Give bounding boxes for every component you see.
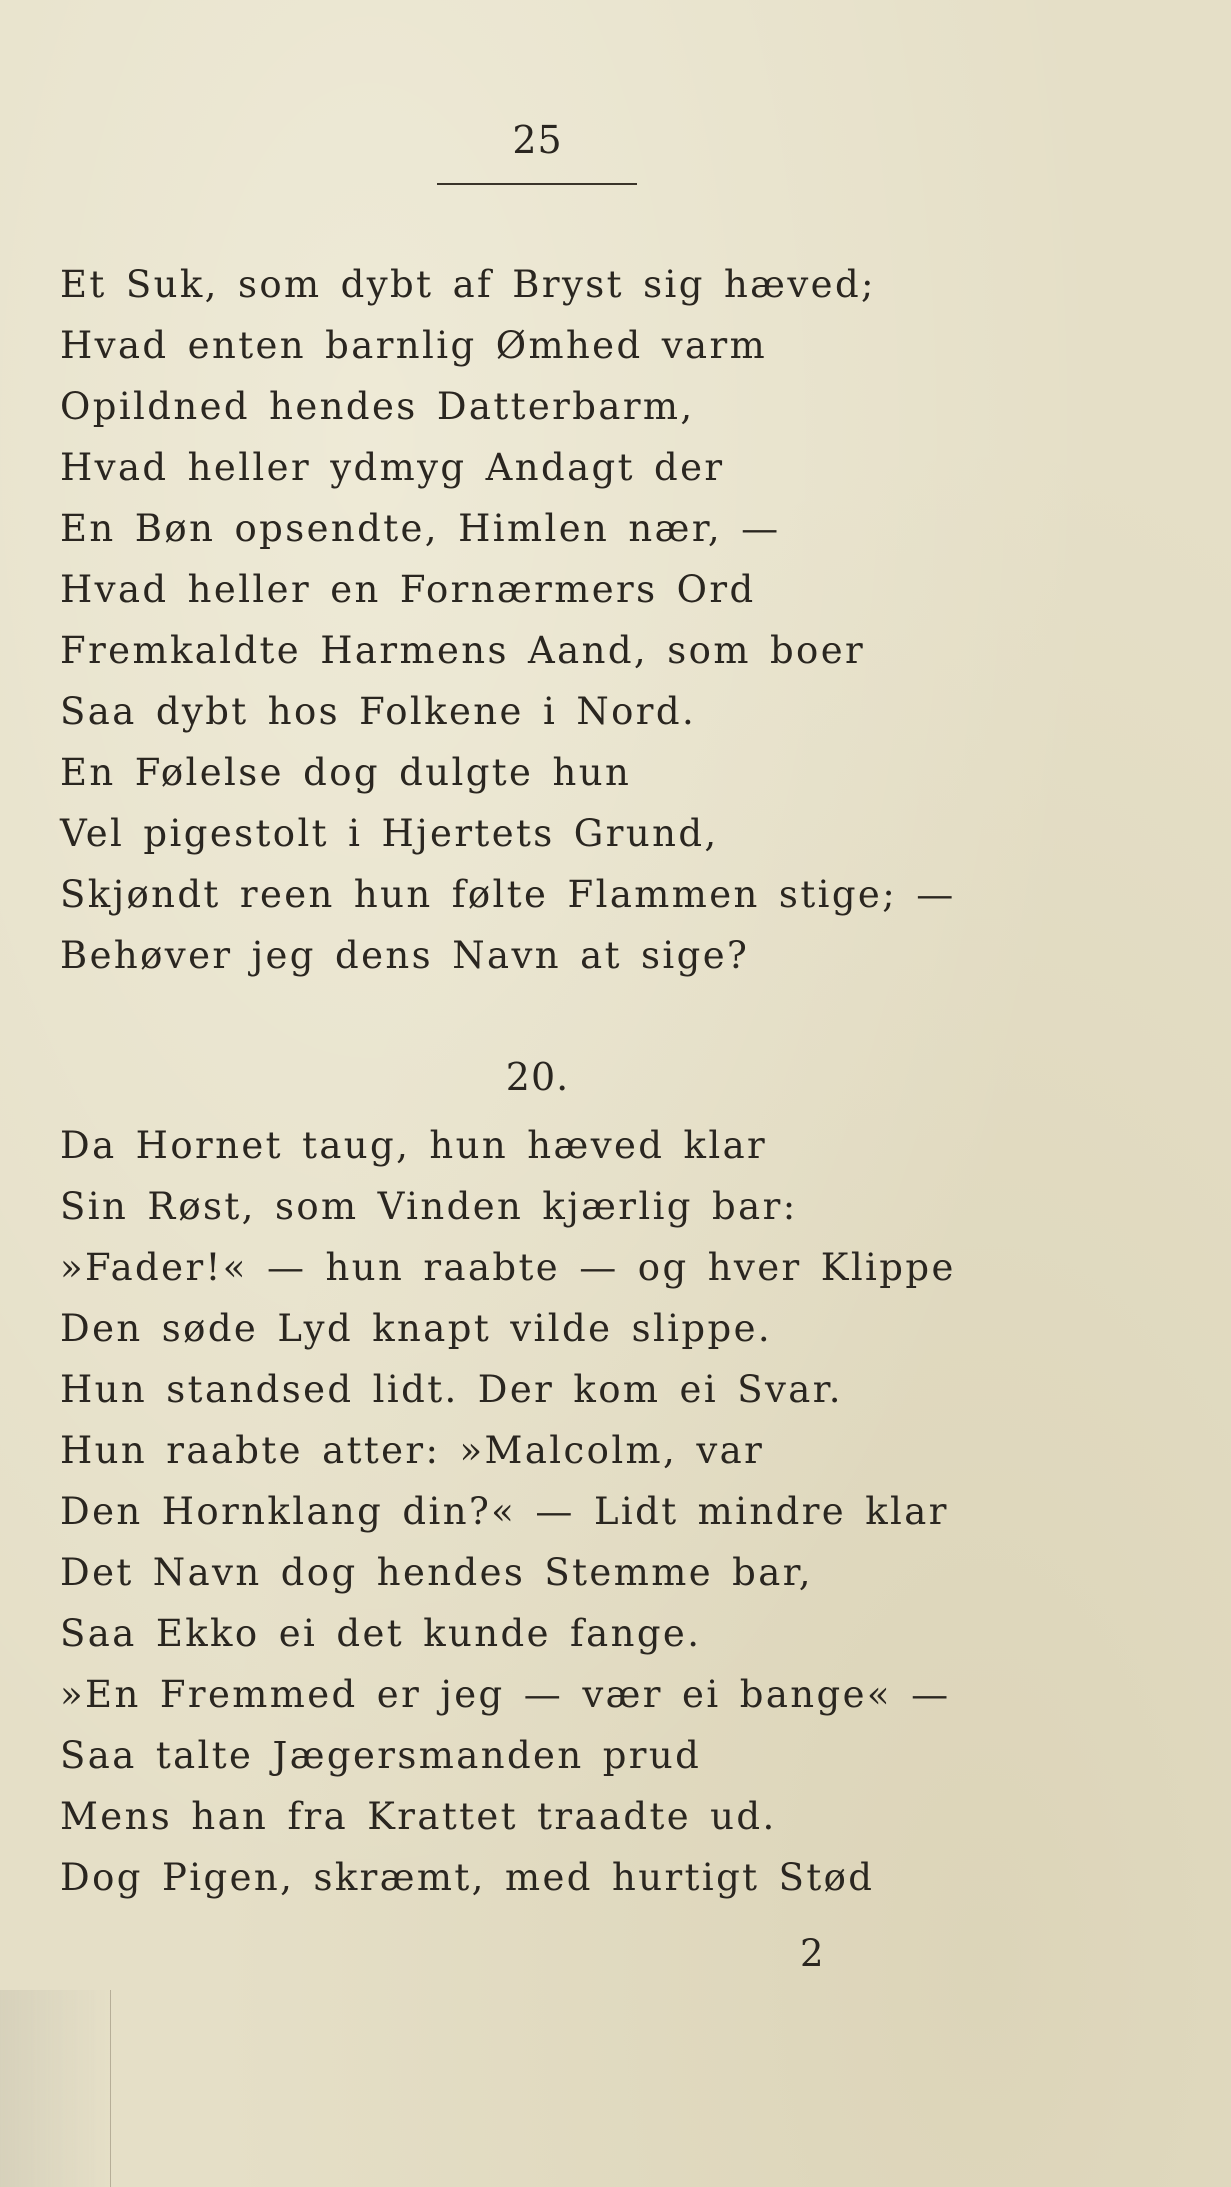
verse-line: Vel pigestolt i Hjertets Grund, [60,812,719,855]
verse-line: Et Suk, som dybt af Bryst sig hæved; [60,263,876,306]
verse-line: Den Hornklang din?« — Lidt mindre klar [60,1490,949,1533]
verse-line: Saa dybt hos Folkene i Nord. [60,690,697,733]
verse-line: »En Fremmed er jeg — vær ei bange« — [60,1673,951,1716]
signature-mark: 2 [800,1932,824,1975]
verse-line: Hvad heller ydmyg Andagt der [60,446,725,489]
page-number: 25 [512,118,563,162]
verse-line: Den søde Lyd knapt vilde slippe. [60,1307,773,1350]
stanza-19-continued [60,254,956,986]
verse-line: Hun standsed lidt. Der kom ei Svar. [60,1368,843,1411]
header-rule [437,183,637,185]
section-number: 20. [505,1055,570,1099]
verse-line: En Bøn opsendte, Himlen nær, — [60,507,781,550]
verse-line: »Fader!« — hun raabte — og hver Klippe [60,1246,956,1289]
verse-line: Skjøndt reen hun følte Flammen stige; — [60,873,956,916]
verse-line: Saa Ekko ei det kunde fange. [60,1612,702,1655]
verse-line: Fremkaldte Harmens Aand, som boer [60,629,866,672]
verse-line: Hvad heller en Fornærmers Ord [60,568,756,611]
verse-line: Hvad enten barnlig Ømhed varm [60,324,768,367]
binding-edge [0,1990,111,2187]
verse-line: Sin Røst, som Vinden kjærlig bar: [60,1185,798,1228]
verse-line: Saa talte Jægersmanden prud [60,1734,702,1777]
verse-line: Behøver jeg dens Navn at sige? [60,934,750,977]
verse-line: En Følelse dog dulgte hun [60,751,632,794]
verse-line: Det Navn dog hendes Stemme bar, [60,1551,813,1594]
verse-line: Mens han fra Krattet traadte ud. [60,1795,777,1838]
verse-line: Opildned hendes Datterbarm, [60,385,695,428]
stanza-20 [60,1115,956,1908]
verse-line: Dog Pigen, skræmt, med hurtigt Stød [60,1856,875,1899]
verse-line: Hun raabte atter: »Malcolm, var [60,1429,765,1472]
verse-line: Da Hornet taug, hun hæved klar [60,1124,768,1167]
